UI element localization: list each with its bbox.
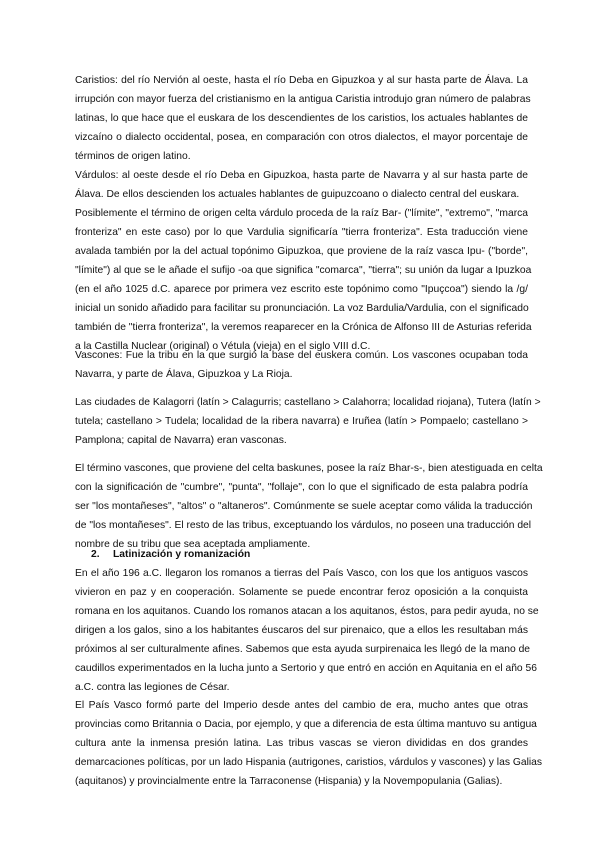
text-line: ser "los montañeses", "altos" o "altaneros". Comúnmente se suele aceptar como válida la traducción [75,501,533,512]
text-line: latinas, lo que hace que el euskara de los descendientes de los caristios, los actuales hablantes de [75,113,528,124]
text-line: Posiblemente el término de origen celta várdulo proceda de la raíz Bar- ("límite", "extremo", "marca [75,208,528,219]
text-line: próximos al ser culturalmente afines. Sabemos que esta ayuda surpirenaica les llegó de la mano de [75,644,531,655]
section-heading [91,545,250,564]
text-line: nombre de su tribu que sea aceptada ampliamente. [75,539,311,550]
text-line: Vascones: Fue la tribu en la que surgió la base del euskera común. Los vascones ocupaban toda [75,350,528,361]
text-line: con la significación de "cumbre", "punta", "follaje", con lo que el significado de esta palabra podría [75,482,528,493]
paragraph-imperio [75,696,543,791]
paragraph-termino-vascones [75,459,543,554]
text-line: irrupción con mayor fuerza del cristianismo en la antigua Caristia introdujo gran número de palabras [75,94,531,105]
paragraph-romanos [75,564,539,697]
text-line: demarcaciones políticas, por un lado Hispania (autrigones, caristios, várdulos y vascones) y las Galias [75,757,543,768]
text-line: de "los montañeses". El resto de las tribus, exceptuando los várdulos, no poseen una traducción del [75,520,532,531]
text-line: Navarra, y parte de Álava, Gipuzkoa y La Rioja. [75,369,293,380]
text-line: a.C. contra las legiones de César. [75,682,230,693]
section-title: Latinización y romanización [113,549,251,560]
text-line: (aquitanos) y provincialmente entre la Tarraconense (Hispania) y la Novempopulania (Galias). [75,776,503,787]
text-line: Álava. De ellos descienden los actuales hablantes de guipuzcoano o dialecto central del euskara. [75,189,520,200]
paragraph-vascones [75,346,528,384]
text-line: vivieron en paz y en cooperación. Solamente se puede encontrar feroz oposición a la conquista [75,587,528,598]
text-line: Caristios: del río Nervión al oeste, hasta el río Deba en Gipuzkoa y al sur hasta parte de Álava. La [75,75,528,86]
paragraph-vardulos [75,166,528,204]
text-line: términos de origen latino. [75,151,191,162]
text-line: fronteriza" en este caso) por lo que Vardulia significaría "tierra fronteriza". Esta traducción viene [75,227,528,238]
text-line: también de "tierra fronteriza", la veremos reaparecer en la Crónica de Alfonso III de Asturias referida [75,322,532,333]
text-line: a la Castilla Nuclear (original) o Vétula (vieja) en el siglo VIII d.C. [75,341,371,352]
paragraph-caristios [75,71,531,166]
paragraph-etimologia-vardulo [75,204,532,356]
text-line: El País Vasco formó parte del Imperio desde antes del cambio de era, mucho antes que otras [75,700,528,711]
text-line: tutela; castellano > Tudela; localidad de la ribera navarra) e Iruñea (latín > Pompaelo; castellano > [75,416,528,427]
text-line: Las ciudades de Kalagorri (latín > Calagurris; castellano > Calahorra; localidad riojana), Tutera (latín > [75,397,541,408]
text-line: El término vascones, que proviene del celta baskunes, posee la raíz Bhar-s-, bien atestiguada en celta [75,463,543,474]
text-line: inicial un sonido añadido para facilitar su pronunciación. La voz Bardulia/Vardulia, con el significado [75,303,529,314]
text-line: dirigen a los galos, sino a los habitantes éuscaros del sur pirenaico, que a ellos les resultaban más [75,625,528,636]
text-line: En el año 196 a.C. llegaron los romanos a tierras del País Vasco, con los que los antiguos vascos [75,568,528,579]
text-line: Pamplona; capital de Navarra) eran vasconas. [75,435,287,446]
text-line: "límite") al que se le añade el sufijo -oa que significa "comarca", "tierra"; su unión da lugar a Ipuzkoa [75,265,532,276]
section-number: 2. [91,549,100,560]
text-line: avalada también por la del actual topónimo Gipuzkoa, que proviene de la raíz vasca Ipu- ("borde", [75,246,528,257]
text-line: (en el año 1025 d.C. aparece por primera vez escrito este topónimo como "Ipuçcoa") siendo la /g/ [75,284,528,295]
text-line: cultura ante la inmensa presión latina. Las tribus vascas se vieron divididas en dos grandes [75,738,528,749]
text-line: provincias como Britannia o Dacia, por ejemplo, y que a diferencia de esta última mantuvo su antigua [75,719,537,730]
text-line: caudillos experimentados en la lucha junto a Sertorio y que entró en acción en Aquitania en el año 56 [75,663,537,674]
text-line: romana en los aquitanos. Cuando los romanos atacan a los aquitanos, éstos, para pedir ayuda, no se [75,606,539,617]
text-line: Várdulos: al oeste desde el río Deba en Gipuzkoa, hasta parte de Navarra y al sur hasta parte de [75,170,528,181]
paragraph-ciudades [75,393,541,450]
text-line: vizcaíno o dialecto occidental, posea, en comparación con otros dialectos, el mayor porcentaje de [75,132,528,143]
